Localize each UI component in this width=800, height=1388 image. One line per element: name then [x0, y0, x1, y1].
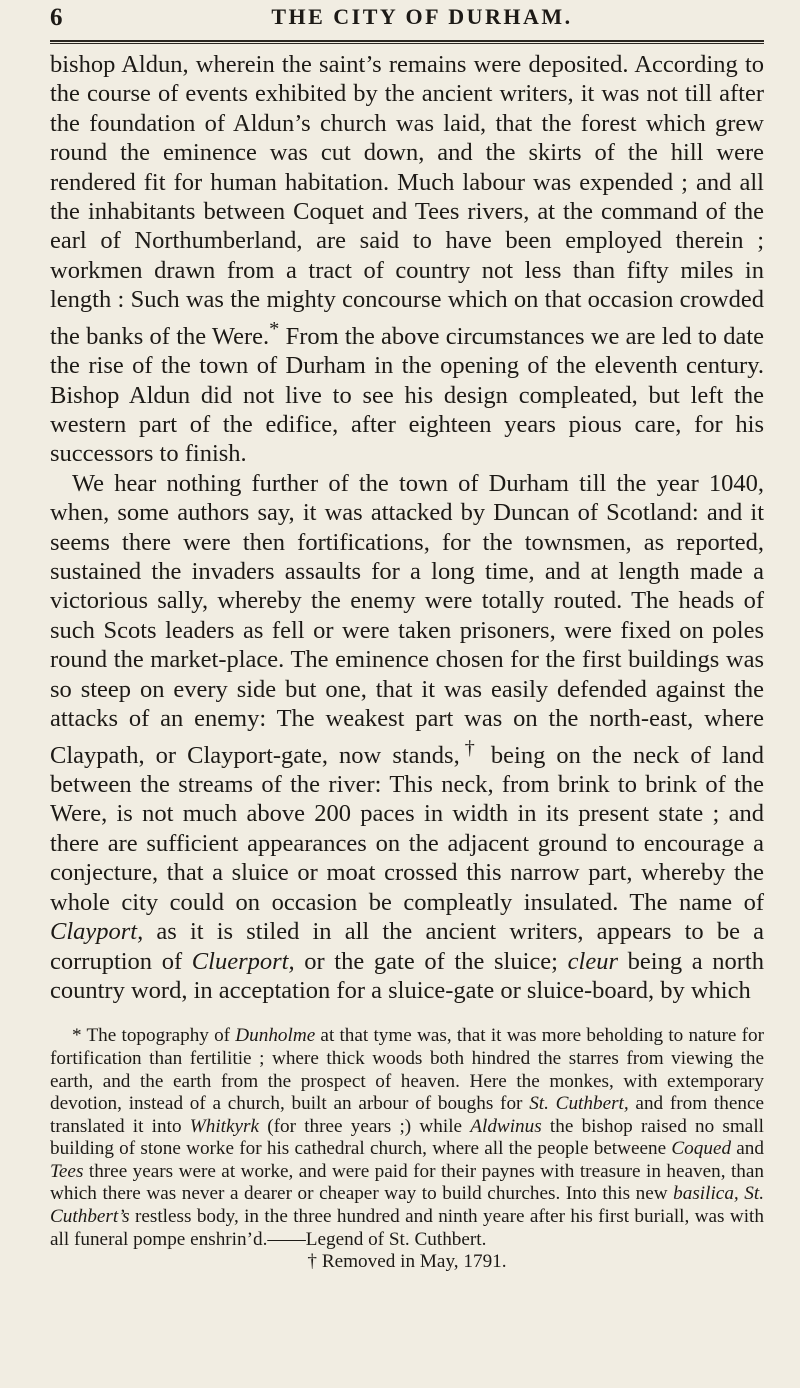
page-header [50, 0, 764, 40]
page-number: 6 [50, 4, 63, 31]
header-rule [50, 40, 764, 42]
footnote-1-text: the bishop raised no small building of stone worke for his cathedral church, where all the people betweene [50, 1115, 764, 1160]
footnote-ref-star: * [269, 317, 280, 340]
footnote-2 [50, 1251, 764, 1274]
footnote-1-text: The topography of [81, 1025, 236, 1047]
header-rule-thin [50, 43, 764, 44]
italic-cleur: cleur [567, 947, 618, 975]
footnote-1-mark: * [72, 1025, 82, 1047]
italic-cluerport: Cluerport, [191, 947, 295, 975]
footnote-1-text: at that tyme was, that it was more beholding to nature for fortification than fertilitie ; where thick woods both hindred the starres from viewing the earth, and the earth from the prospect of heaven. Here the monkes, with extemporary devotion, instead of a church, built an arbour of boughs for [50, 1025, 764, 1115]
footnote-1-text: and from thence translated it into [50, 1093, 765, 1137]
footnote-1-italic: St. Cuthbert, [529, 1093, 629, 1115]
footnote-1 [50, 1025, 764, 1251]
footnote-1-italic: Aldwinus [470, 1115, 542, 1137]
footnote-2-mark: † [307, 1251, 318, 1273]
paragraph-2-text: We hear nothing further of the town of Durham till the year 1040, when, some authors say, it was attacked by Duncan of Scotland: and it seems there were then fortifications, for the townsmen, as reported, sustained the invaders assaults for a long time, and at length made a victorious sally, whereby the enemy were totally routed. The heads of such Scots leaders as fell or were taken prisoners, were fixed on poles round the market-place. The eminence chosen for the first buildings was so steep on every side but one, that it was easily defended against the attacks of an enemy: The weakest part was on the north-east, where Claypath, or Clayport-gate, now stands, [50, 469, 764, 769]
footnotes [50, 1025, 764, 1274]
footnote-1-text: three years were at worke, and were paid for their paynes with treasure in heaven, than which there was never a dearer or cheaper way to build churches. Into this new [50, 1160, 764, 1205]
paragraph-2-text-c: as it is stiled in all the ancient writers, appears to be a corruption of [50, 918, 764, 975]
paragraph-2 [50, 469, 764, 1005]
paragraph-1 [50, 50, 764, 469]
footnote-1-italic: Whitkyrk [189, 1115, 260, 1137]
footnote-1-italic: Tees [50, 1160, 84, 1182]
running-title: THE CITY OF DURHAM. [271, 4, 573, 29]
main-text [50, 50, 764, 1005]
footnote-1-italic: Coqued [671, 1138, 732, 1160]
footnote-1-italic: Dunholme [235, 1025, 316, 1047]
footnote-1-italic: basilica, St. Cuthbert’s [50, 1183, 764, 1228]
paragraph-1-text-cont: From the above circumstances we are led to date the rise of the town of Durham in the opening of the eleventh century. Bishop Aldun did not live to see his design compleated, but left the western part of the edifice, after eighteen years pious care, for his successors to finish. [50, 322, 764, 468]
paragraph-2-text-e: being a north country word, in acceptation for a sluice-gate or sluice-board, by which [50, 947, 764, 1004]
footnote-2-text: Removed in May, 1791. [317, 1251, 507, 1273]
italic-clayport: Clayport, [50, 918, 144, 946]
footnote-1-text: restless body, in the three hundred and ninth yeare after his first buriall, was with all funeral pompe enshrin’d.——Legend of St. Cuthbert. [50, 1206, 764, 1250]
paragraph-2-text-d: or the gate of the sluice; [294, 947, 568, 975]
paragraph-2-text-b: being on the neck of land between the streams of the river: This neck, from brink to brink of the Were, is not much above 200 paces in width in its present state ; and there are sufficient appearances on the adjacent ground to encourage a conjecture, that a sluice or moat crossed this narrow part, whereby the whole city could on occasion be compleatly insulated. The name of [50, 741, 765, 916]
footnote-ref-dagger: † [459, 736, 480, 759]
paragraph-1-text: bishop Aldun, wherein the saint’s remains were deposited. According to the course of events exhibited by the ancient writers, it was not till after the foundation of Aldun’s church was laid, that the forest which grew round the eminence was cut down, and the skirts of the hill were rendered fit for human habitation. Much labour was expended ; and all the inhabitants between Coquet and Tees rivers, at the command of the earl of Northumberland, are said to have been employed therein ; workmen drawn from a tract of country not less than fifty miles in length : Such was the mighty concourse which on that occasion crowded the banks of the Were. [50, 51, 764, 350]
footnote-1-text: and [731, 1138, 764, 1160]
footnote-1-text: (for three years ;) while [259, 1115, 471, 1137]
